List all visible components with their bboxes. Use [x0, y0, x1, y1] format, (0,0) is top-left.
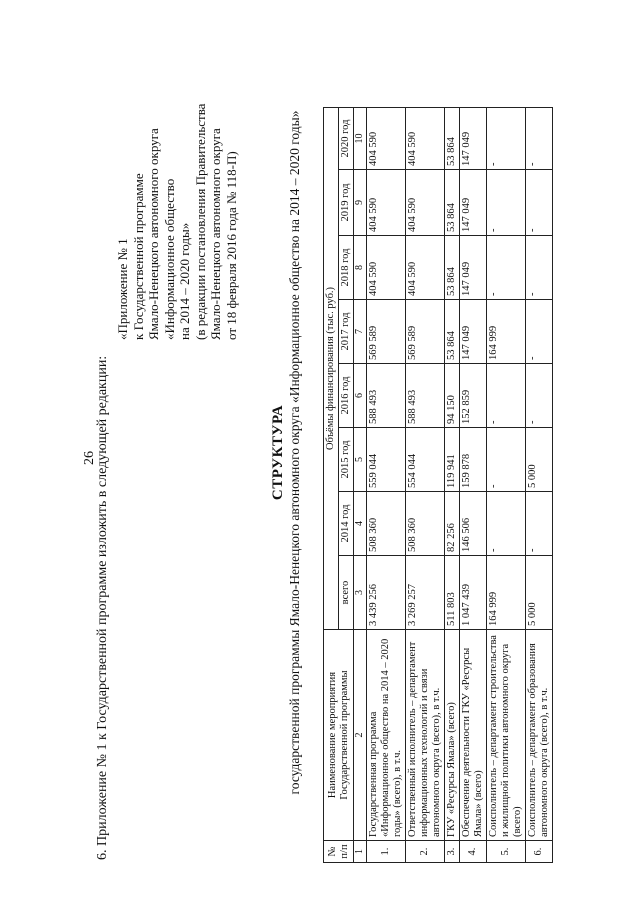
row-value: 147 049	[460, 236, 487, 300]
column-index-row	[354, 108, 367, 863]
table-row	[367, 108, 406, 863]
table-header-row	[324, 108, 339, 863]
row-value: 569 589	[367, 300, 406, 364]
row-value: 5 000	[526, 428, 553, 492]
row-value: 3 439 256	[367, 556, 406, 630]
row-value: 404 590	[367, 108, 406, 170]
annex-line: от 18 февраля 2016 года № 118-П)	[223, 151, 239, 340]
column-index: 8	[354, 236, 367, 300]
row-number: 4.	[460, 841, 487, 863]
header-col: 2016 год	[339, 364, 354, 428]
header-col: всего	[339, 556, 354, 630]
row-value: 554 044	[406, 428, 445, 492]
header-name: Наименование мероприятия Государственной программы	[324, 630, 354, 841]
row-value: -	[487, 492, 526, 556]
column-index: 6	[354, 364, 367, 428]
row-value: 119 941	[445, 428, 460, 492]
row-value: 559 044	[367, 428, 406, 492]
header-col: 2014 год	[339, 492, 354, 556]
row-value: 147 049	[460, 108, 487, 170]
row-value: 147 049	[460, 170, 487, 236]
header-col: 2020 год	[339, 108, 354, 170]
row-name: ГКУ «Ресурсы Ямала» (всего)	[445, 630, 460, 841]
row-value: -	[526, 108, 553, 170]
table-row	[460, 108, 487, 863]
table-row	[406, 108, 445, 863]
row-value: 404 590	[406, 170, 445, 236]
row-value: -	[487, 236, 526, 300]
row-value: 569 589	[406, 300, 445, 364]
row-value: 164 999	[487, 300, 526, 364]
column-index: 3	[354, 556, 367, 630]
row-value: 53 864	[445, 300, 460, 364]
row-value: 82 256	[445, 492, 460, 556]
funding-table	[323, 107, 553, 863]
annex-line: Ямало-Ненецкого автономного округа	[146, 128, 161, 340]
row-value: 53 864	[445, 236, 460, 300]
row-value: 5 000	[526, 556, 553, 630]
document-title: СТРУКТУРА	[270, 404, 286, 501]
column-index: 10	[354, 108, 367, 170]
row-value: 146 506	[460, 492, 487, 556]
row-number: 5.	[487, 841, 526, 863]
column-index: 1	[354, 841, 367, 863]
row-value: 164 999	[487, 556, 526, 630]
row-value: 147 049	[460, 300, 487, 364]
row-value: 3 269 257	[406, 556, 445, 630]
row-value: -	[487, 170, 526, 236]
row-number: 1.	[367, 841, 406, 863]
row-value: 152 859	[460, 364, 487, 428]
row-value: 94 150	[445, 364, 460, 428]
column-index: 4	[354, 492, 367, 556]
table-row	[445, 108, 460, 863]
column-index: 7	[354, 300, 367, 364]
annex-header	[115, 104, 239, 340]
annex-line: на 2014 – 2020 годы»	[177, 222, 192, 340]
annex-line: к Государственной программе	[130, 173, 146, 340]
column-index: 2	[354, 630, 367, 841]
column-index: 9	[354, 170, 367, 236]
row-name: Ответственный исполнитель – департамент информационных технологий и связи автономного округа (всего), в т.ч.	[406, 630, 445, 841]
row-value: -	[526, 492, 553, 556]
row-value: 1 047 439	[460, 556, 487, 630]
header-funding: Объёмы финансирования (тыс. руб.)	[324, 108, 339, 630]
annex-line: «Приложение № 1	[115, 238, 130, 340]
row-value: -	[487, 108, 526, 170]
row-value: 588 493	[406, 364, 445, 428]
row-value: 404 590	[367, 236, 406, 300]
row-value: 159 878	[460, 428, 487, 492]
row-value: 404 590	[406, 236, 445, 300]
row-value: 53 864	[445, 108, 460, 170]
document-subtitle: государственной программы Ямало-Ненецкого автономного округа «Информационное общество на 2014 – 2020 годы»	[287, 110, 302, 795]
page-number: 26	[82, 451, 97, 465]
row-name: Обеспечение деятельности ГКУ «Ресурсы Ямала» (всего)	[460, 630, 487, 841]
amendment-item-text: 6. Приложение № 1 к Государственной программе изложить в следующей редакции:	[95, 355, 110, 860]
row-value: 588 493	[367, 364, 406, 428]
row-number: 2.	[406, 841, 445, 863]
row-value: -	[526, 236, 553, 300]
header-col: 2019 год	[339, 170, 354, 236]
row-value: 53 864	[445, 170, 460, 236]
header-num: № п/п	[324, 841, 354, 863]
row-value: 508 360	[367, 492, 406, 556]
row-value: 404 590	[406, 108, 445, 170]
row-name: Соисполнитель – департамент образования автономного округа (всего), в т.ч.	[526, 630, 553, 841]
row-value: -	[526, 364, 553, 428]
row-value: -	[487, 428, 526, 492]
table-row	[526, 108, 553, 863]
column-index: 5	[354, 428, 367, 492]
header-col: 2015 год	[339, 428, 354, 492]
row-number: 3.	[445, 841, 460, 863]
header-col: 2017 год	[339, 300, 354, 364]
row-value: 404 590	[367, 170, 406, 236]
header-col: 2018 год	[339, 236, 354, 300]
row-value: 508 360	[406, 492, 445, 556]
row-name: Государственная программа «Информационное общество на 2014 – 2020 годы» (всего), в т.ч.	[367, 630, 406, 841]
row-value: -	[526, 300, 553, 364]
annex-line: (в редакции постановления Правительства	[192, 103, 208, 340]
row-value: 511 803	[445, 556, 460, 630]
annex-line: «Информационное общество	[161, 178, 177, 340]
row-number: 6.	[526, 841, 553, 863]
row-value: -	[526, 170, 553, 236]
annex-line: Ямало-Ненецкого автономного округа	[208, 128, 223, 340]
row-value: -	[487, 364, 526, 428]
row-name: Соисполнитель – департамент строительства и жилищной политики автономного округа (всего)	[487, 630, 526, 841]
table-row	[487, 108, 526, 863]
